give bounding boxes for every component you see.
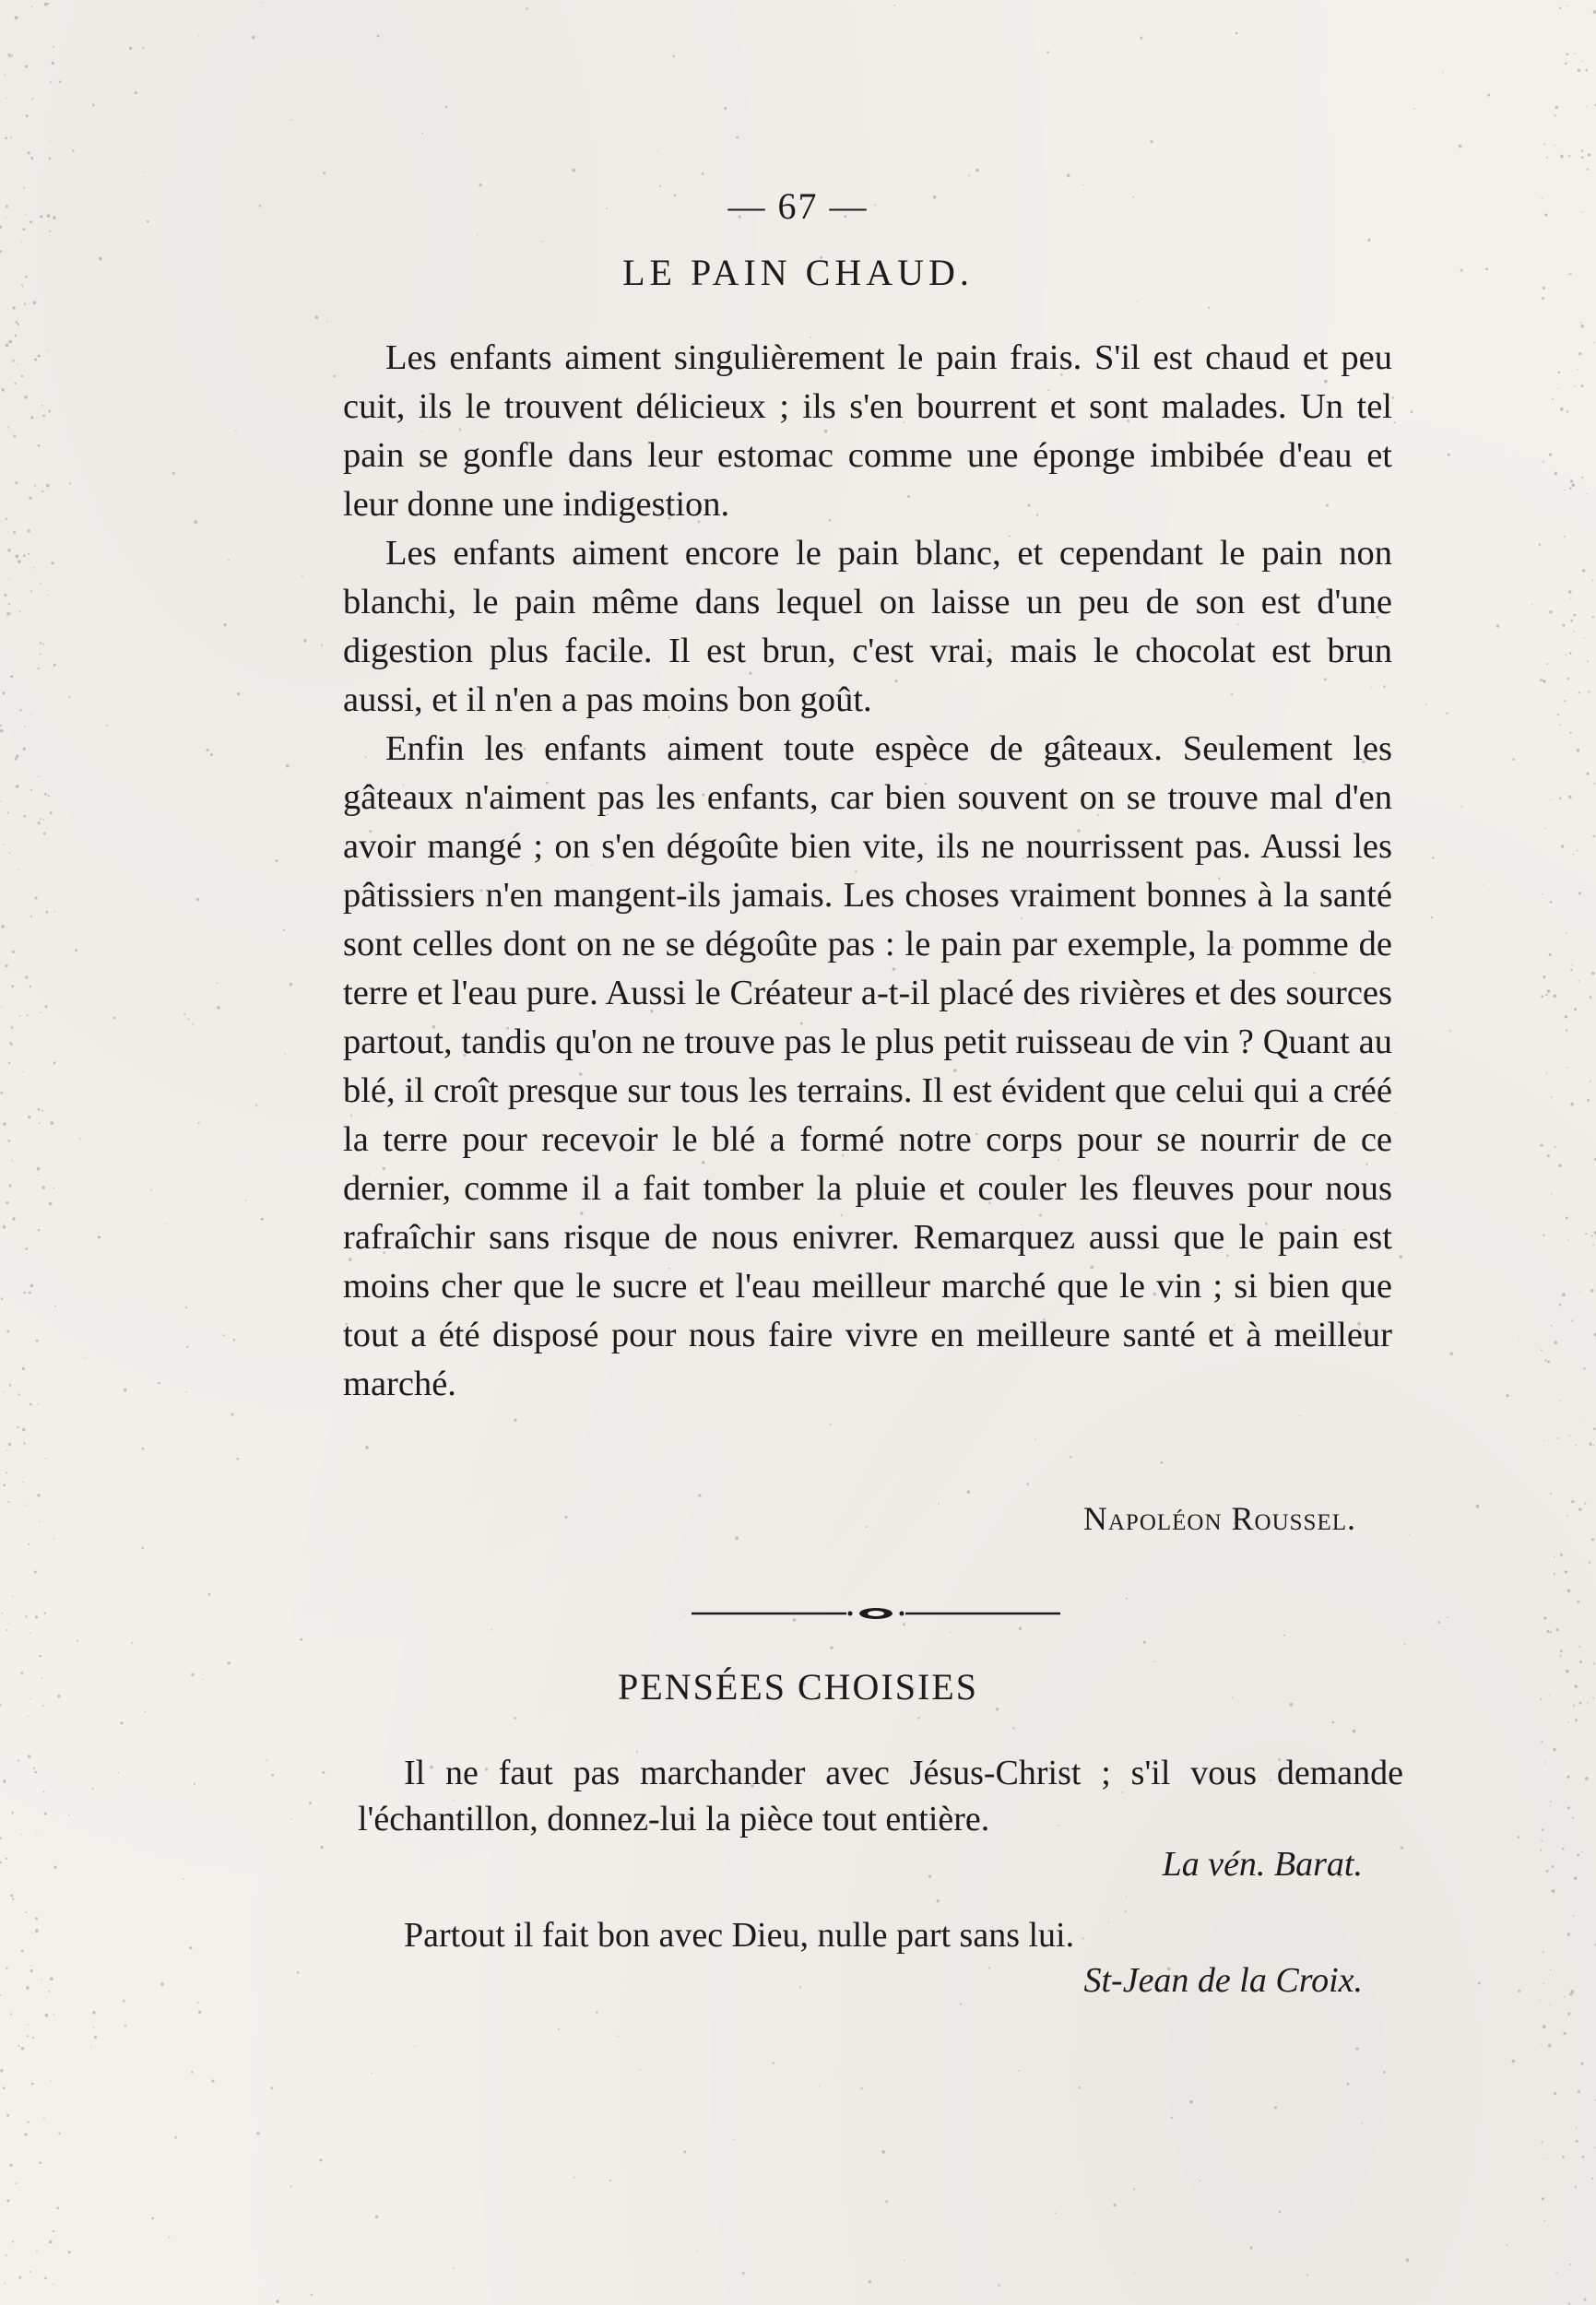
quote-2-text: Partout il fait bon avec Dieu, nulle part sans lui. [404, 1916, 1075, 1955]
quote-1 [358, 1750, 1403, 1886]
article-paragraph-3: Enfin les enfants aiment toute espèce de gâteaux. Seulement les gâteaux n'aiment pas les enfants, car bien souvent on se trouve mal d'en avoir mangé ; on s'en dégoûte bien vite, ils ne nourrissent pas. Aussi les pâtissiers n'en mangent-ils jamais. Les choses vraiment bonnes à la santé sont celles dont on ne se dégoûte pas : le pain par exemple, la pomme de terre et l'eau pure. Aussi le Créateur a-t-il placé des rivières et des sources partout, tandis qu'on ne trouve pas le plus petit ruisseau de vin ? Quant au blé, il croît presque sur tous les terrains. Il est évident que celui qui a créé la terre pour recevoir le blé a formé notre corps pour se nourrir de ce dernier, comme il a fait tomber la pluie et couler les fleuves pour nous rafraîchir sans risque de nous enivrer. Remarquez aussi que le pain est moins cher que le sucre et l'eau meilleur marché que le vin ; si bien que tout a été disposé pour nous faire vivre en meilleure santé et à meilleur marché. [343, 729, 1392, 1403]
quote-1-text: Il ne faut pas marchander avec Jésus-Christ ; s'il vous demande l'échantillon, donnez-lui la pièce tout entière. [358, 1754, 1403, 1838]
article-body [343, 334, 1392, 1409]
quote-2 [358, 1912, 1403, 2003]
article-paragraph-1: Les enfants aiment singulièrement le pain frais. S'il est chaud et peu cuit, ils le trouvent délicieux ; ils s'en bourrent et sont malades. Un tel pain se gonfle dans leur estomac comme une éponge imbibée d'eau et leur donne une indigestion. [343, 338, 1392, 524]
quote-2-attribution: St-Jean de la Croix. [1083, 1961, 1363, 2000]
section-title: PENSÉES CHOISIES [618, 1666, 978, 1708]
article-author: Napoléon Roussel. [1082, 1500, 1356, 1537]
page-number: — 67 — [727, 185, 869, 227]
ornament-divider-icon [692, 1602, 1060, 1625]
article-title: LE PAIN CHAUD. [622, 252, 974, 293]
quote-1-attribution: La vén. Barat. [1162, 1845, 1363, 1884]
article-paragraph-2: Les enfants aiment encore le pain blanc, et cependant le pain non blanchi, le pain même dans lequel on laisse un peu de son est d'une digestion plus facile. Il est brun, c'est vrai, mais le chocolat est brun aussi, et il n'en a pas moins bon goût. [343, 534, 1392, 719]
